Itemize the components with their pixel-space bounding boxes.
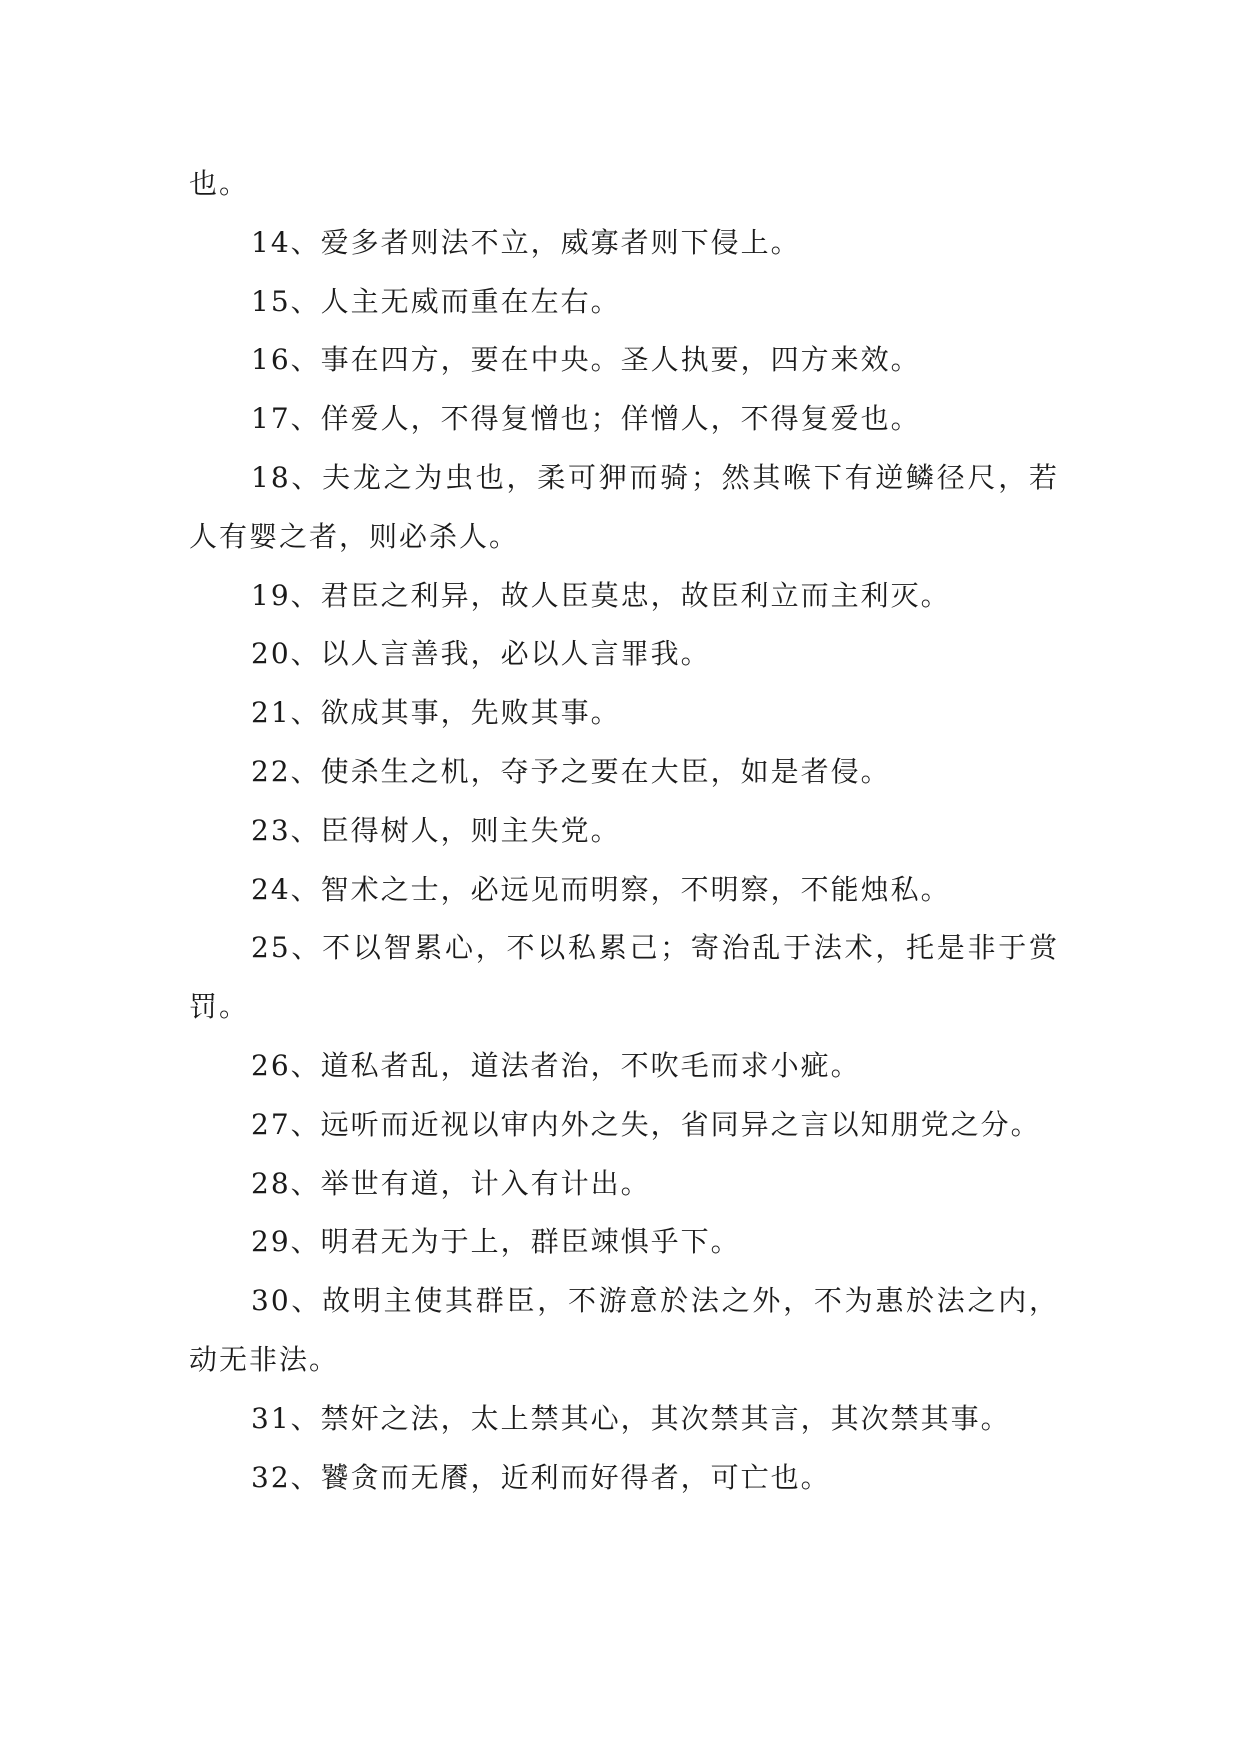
paragraph-17: 17、佯爱人，不得复憎也；佯憎人，不得复爱也。 — [251, 402, 921, 436]
paragraph-24: 24、智术之士，必远见而明察，不明察，不能烛私。 — [251, 872, 951, 906]
paragraph-15: 15、人主无威而重在左右。 — [251, 284, 621, 318]
paragraph-23: 23、臣得树人，则主失党。 — [251, 813, 621, 847]
paragraph-30: 30、故明主使其群臣，不游意於法之外，不为惠於法之内，动无非法。 — [189, 1284, 1059, 1376]
paragraph-20: 20、以人言善我，必以人言罪我。 — [251, 637, 711, 671]
paragraph-32: 32、饕贪而无餍，近利而好得者，可亡也。 — [251, 1460, 831, 1494]
paragraph-19: 19、君臣之利异，故人臣莫忠，故臣利立而主利灭。 — [251, 578, 951, 612]
paragraph-28: 28、举世有道，计入有计出。 — [251, 1166, 651, 1200]
paragraph-14: 14、爱多者则法不立，威寡者则下侵上。 — [251, 225, 801, 259]
paragraph-26: 26、道私者乱，道法者治，不吹毛而求小疵。 — [251, 1048, 861, 1082]
paragraph-21: 21、欲成其事，先败其事。 — [251, 696, 621, 730]
paragraph-16: 16、事在四方，要在中央。圣人执要，四方来效。 — [251, 343, 921, 377]
paragraph-29: 29、明君无为于上，群臣竦惧乎下。 — [251, 1225, 741, 1259]
paragraph-continuation: 也。 — [189, 167, 250, 200]
paragraph-18: 18、夫龙之为虫也，柔可狎而骑；然其喉下有逆鳞径尺，若人有婴之者，则必杀人。 — [189, 460, 1059, 553]
document-body — [189, 155, 1059, 1507]
paragraph-22: 22、使杀生之机，夺予之要在大臣，如是者侵。 — [251, 754, 891, 788]
paragraph-27: 27、远听而近视以审内外之失，省同异之言以知朋党之分。 — [251, 1107, 1041, 1141]
paragraph-31: 31、禁奸之法，太上禁其心，其次禁其言，其次禁其事。 — [251, 1401, 1011, 1435]
paragraph-25: 25、不以智累心，不以私累己；寄治乱于法术，托是非于赏罚。 — [189, 931, 1059, 1024]
